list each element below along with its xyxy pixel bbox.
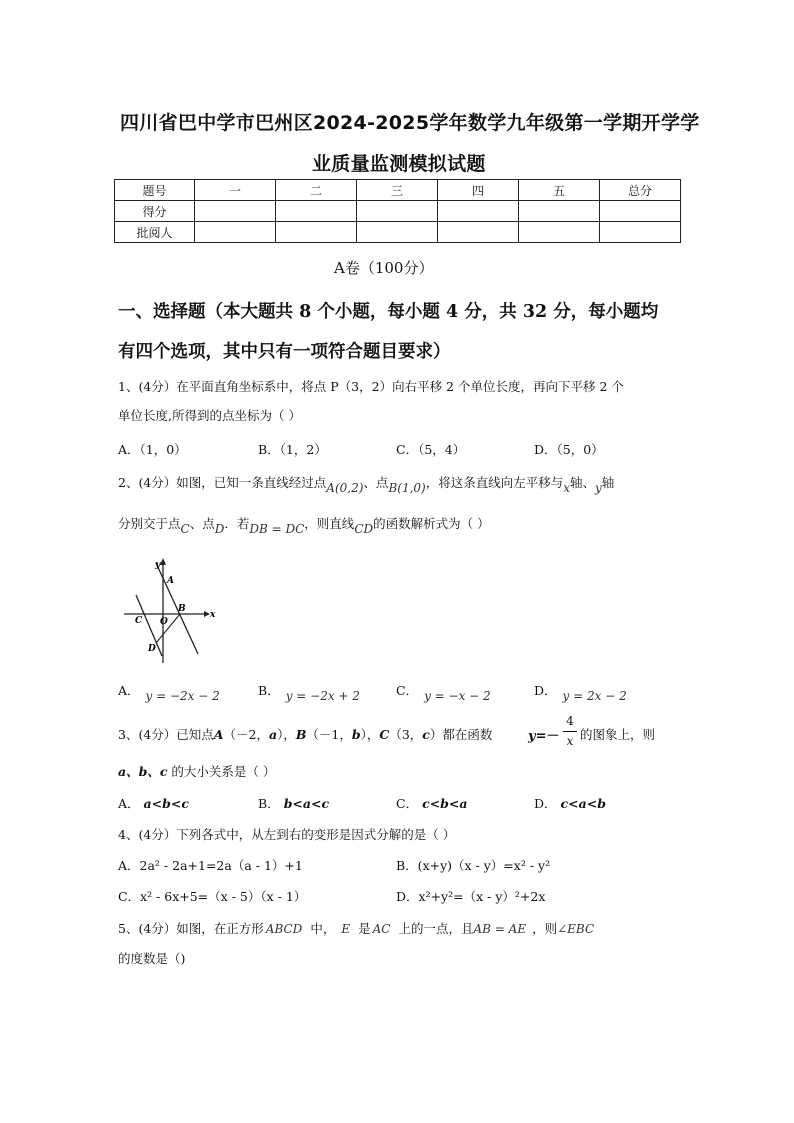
volume-heading: A卷（100分） <box>334 259 434 277</box>
q2-text: 2、(4分）如图，已知一条直线经过点 <box>118 475 327 490</box>
q3-fraction-denominator: x <box>566 734 574 748</box>
q3-option-d[interactable] <box>534 794 606 812</box>
q1-option-a[interactable]: A．（1，0） <box>118 442 187 457</box>
q2-figure <box>118 555 218 665</box>
score-cell[interactable] <box>357 201 438 222</box>
option-letter: A． <box>118 683 140 698</box>
option-letter: A． <box>118 796 140 811</box>
option-letter: D． <box>534 796 557 811</box>
header-cell: 三 <box>357 180 438 201</box>
q2-text: ．若 <box>224 516 250 531</box>
option-expr: c<b<a <box>422 796 468 811</box>
q3-text: （3， <box>389 727 423 742</box>
figure-label-b: B <box>178 604 186 614</box>
q2-option-a[interactable] <box>118 681 220 703</box>
q3-var: c <box>422 727 430 742</box>
q3-var: A <box>213 727 224 742</box>
q3-option-c[interactable] <box>396 794 467 812</box>
q1-stem-line2: 单位长度,所得到的点坐标为（ ） <box>118 408 301 423</box>
q5-text: 5、(4分）如图，在正方形 <box>118 921 264 936</box>
q2-point-d: D <box>214 522 225 536</box>
option-expr: b<a<c <box>283 796 330 811</box>
q2-option-c[interactable] <box>396 681 491 703</box>
q4-option-d[interactable]: D．x²+y²=（x - y）²+2x <box>396 889 546 904</box>
row-label: 批阅人 <box>115 222 195 243</box>
option-expr: y = −x − 2 <box>424 689 491 703</box>
q3-stem-line1 <box>118 725 492 743</box>
q2-text: 的函数解析式为（ ） <box>373 516 490 531</box>
q2-condition: DB = DC <box>249 522 305 536</box>
header-cell: 题号 <box>115 180 195 201</box>
option-letter: C． <box>396 683 419 698</box>
header-cell: 五 <box>519 180 600 201</box>
table-row <box>115 201 681 222</box>
q3-var: a <box>268 727 278 742</box>
q3-stem-line2 <box>118 762 275 780</box>
score-cell[interactable] <box>438 201 519 222</box>
q5-condition: AB = AE <box>473 922 527 936</box>
q4-option-c[interactable]: C．x² - 6x+5=（x - 5）（x - 1） <box>118 889 307 904</box>
option-expr: y = −2x − 2 <box>145 689 220 703</box>
page-title-line1: 四川省巴中学市巴州区2024-2025学年数学九年级第一学期开学学 <box>120 112 700 134</box>
q3-text: ）都在函数 <box>429 727 493 742</box>
grader-cell[interactable] <box>600 222 681 243</box>
q2-text: 分别交于点 <box>118 516 181 531</box>
q3-fn-eq: =－ <box>535 729 560 744</box>
q4-stem: 4、(4分）下列各式中，从左到右的变形是因式分解的是（ ） <box>118 827 456 842</box>
q4-option-a[interactable]: A．2a² - 2a+1=2a（a - 1）+1 <box>118 858 303 873</box>
option-letter: C． <box>396 796 419 811</box>
q2-line-cd: CD <box>354 522 374 536</box>
q3-fraction-numerator: 4 <box>566 714 574 728</box>
score-table <box>114 179 681 243</box>
q3-text: ）， <box>360 727 380 742</box>
q2-stem-line2 <box>118 514 490 536</box>
table-row <box>115 180 681 201</box>
option-letter: B． <box>258 683 280 698</box>
grader-cell[interactable] <box>438 222 519 243</box>
q3-text: 的大小关系是（ ） <box>167 764 276 779</box>
header-cell: 总分 <box>600 180 681 201</box>
figure-label-y: y <box>155 560 161 570</box>
q4-option-b[interactable]: B．(x+y)（x - y）=x² - y² <box>396 858 551 873</box>
q2-option-d[interactable] <box>534 681 627 703</box>
score-cell[interactable] <box>519 201 600 222</box>
q5-stem-line1 <box>118 919 594 937</box>
q3-vars: a、b、c <box>118 764 168 779</box>
q2-text: 、点 <box>189 516 215 531</box>
q2-point-c: C <box>180 522 190 536</box>
figure-label-o: O <box>160 617 168 627</box>
q1-option-b[interactable]: B．（1，2） <box>258 442 327 457</box>
option-expr: y = 2x − 2 <box>562 689 627 703</box>
figure-label-a: A <box>167 576 174 586</box>
q3-stem-tail: 的图象上，则 <box>580 727 656 742</box>
q1-option-c[interactable]: C．（5，4） <box>396 442 466 457</box>
q2-y-axis: y <box>595 481 602 495</box>
q3-fn-y: y <box>528 729 536 744</box>
q5-text: 中， <box>310 921 336 936</box>
q5-segment-ac: AC <box>372 922 391 936</box>
q5-stem-line2: 的度数是（) <box>118 951 186 966</box>
q2-text: 轴 <box>601 475 615 490</box>
q3-text: （－2， <box>223 727 269 742</box>
q2-text: ，则直线 <box>304 516 355 531</box>
table-row <box>115 222 681 243</box>
q2-stem-line1 <box>118 473 615 495</box>
q3-option-b[interactable] <box>258 794 329 812</box>
score-cell[interactable] <box>600 201 681 222</box>
q2-text: 、点 <box>363 475 389 490</box>
option-letter: B． <box>258 796 280 811</box>
q5-angle: ∠EBC <box>557 922 595 936</box>
y-axis-arrow-icon <box>160 558 166 565</box>
option-expr: y = −2x + 2 <box>285 689 360 703</box>
q3-text: （－1， <box>306 727 352 742</box>
grader-cell[interactable] <box>519 222 600 243</box>
q1-stem-line1: 1、(4分）在平面直角坐标系中，将点 P（3，2）向右平移 2 个单位长度，再向下平移 2 个 <box>118 379 624 394</box>
q2-point-a: A(0,2) <box>326 481 364 495</box>
q1-option-d[interactable]: D．（5，0） <box>534 442 604 457</box>
q3-option-a[interactable] <box>118 794 189 812</box>
page-title-line2: 业质量监测模拟试题 <box>312 153 486 175</box>
option-expr: c<a<b <box>560 796 606 811</box>
grader-cell[interactable] <box>276 222 357 243</box>
score-cell[interactable] <box>195 201 276 222</box>
figure-label-c: C <box>135 616 143 626</box>
q5-text: ，则 <box>532 921 558 936</box>
line-ab <box>156 563 198 654</box>
header-cell: 四 <box>438 180 519 201</box>
q2-text: 轴、 <box>570 475 596 490</box>
q3-var: b <box>351 727 361 742</box>
q2-x-axis: x <box>563 481 570 495</box>
q3-var: C <box>379 727 390 742</box>
score-cell[interactable] <box>276 201 357 222</box>
q5-point-e: E <box>341 922 351 936</box>
figure-label-d: D <box>148 644 156 654</box>
q5-text: 上的一点，且 <box>398 921 474 936</box>
section-heading-line1: 一、选择题（本大题共 8 个小题，每小题 4 分，共 32 分，每小题均 <box>118 302 659 322</box>
q3-text: ）， <box>277 727 296 742</box>
q2-option-b[interactable] <box>258 681 360 703</box>
section-heading-line2: 有四个选项，其中只有一项符合题目要求） <box>118 342 451 362</box>
header-cell: 一 <box>195 180 276 201</box>
q2-text: ，将这条直线向左平移与 <box>425 475 564 490</box>
q3-fraction-bar <box>563 731 577 732</box>
q3-var: B <box>295 727 307 742</box>
q3-text: 3、(4分）已知点 <box>118 727 214 742</box>
option-expr: a<b<c <box>143 796 189 811</box>
option-letter: D． <box>534 683 557 698</box>
figure-label-x: x <box>210 610 216 620</box>
q5-square: ABCD <box>265 922 303 936</box>
grader-cell[interactable] <box>357 222 438 243</box>
row-label: 得分 <box>115 201 195 222</box>
header-cell: 二 <box>276 180 357 201</box>
q2-point-b: B(1,0) <box>388 481 426 495</box>
grader-cell[interactable] <box>195 222 276 243</box>
q5-text: 是 <box>358 921 371 936</box>
q3-function <box>528 725 559 744</box>
